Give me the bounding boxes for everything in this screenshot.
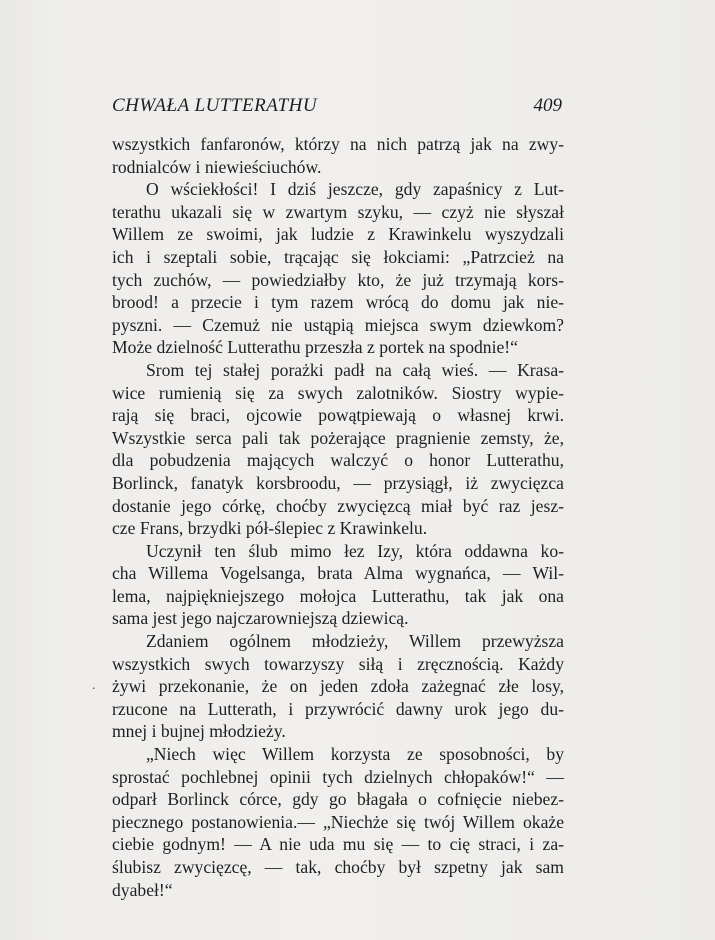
text-line: ciebie godnym! — A nie uda mu się — to cię straci, i za- (112, 834, 564, 855)
page-number: 409 (533, 95, 562, 116)
text-line: „Niech więc Willem korzysta ze sposobności, by (146, 744, 564, 765)
text-line: sama jest jego najczarowniejszą dziewicą. (112, 608, 409, 629)
text-line: dla pobudzenia mających walczyć o honor Lutterathu, (112, 450, 564, 471)
page-header (112, 95, 562, 119)
text-line: dostanie jego córkę, choćby zwycięzcą miał być raz jesz- (112, 495, 564, 516)
text-line: sprostać pochlebnej opinii tych dzielnych chłopaków!“ — (112, 766, 564, 787)
text-line: rają się braci, ojcowie powątpiewają o własnej krwi. (112, 405, 564, 426)
text-line: rodnialców i niewieściuchów. (112, 156, 322, 177)
text-line: ich i szeptali sobie, trącając się łokciami: „Patrzcież na (112, 246, 564, 267)
text-line: żywi przekonanie, że on jeden zdoła zażegnać złe losy, (112, 676, 564, 697)
text-line: lema, najpiękniejszego mołojca Lutterathu, tak jak ona (112, 585, 564, 606)
text-line: dyabeł!“ (112, 879, 173, 900)
text-line: rzucone na Lutterath, i przywrócić dawny urok jego du- (112, 698, 564, 719)
text-line: terathu ukazali się w zwartym szyku, — czyż nie słyszał (112, 201, 564, 222)
text-line: piecznego postanowienia.— „Niechże się twój Willem okaże (112, 811, 564, 832)
margin-mark: . (92, 678, 96, 693)
body-text (112, 133, 564, 901)
text-line: wszystkich fanfaronów, którzy na nich patrzą jak na zwy- (112, 134, 564, 154)
text-line: tych zuchów, — powiedziałby kto, że już trzymają kors- (112, 269, 564, 290)
text-line: odparł Borlinck córce, gdy go błagała o cofnięcie niebez- (112, 789, 564, 810)
text-line: Srom tej stałej porażki padł na całą wieś. — Krasa- (146, 359, 564, 380)
text-line: cha Willema Vogelsanga, brata Alma wygnańca, — Wil- (112, 563, 564, 584)
text-line: pyszni. — Czemuż nie ustąpią miejsca swym dziewkom? (112, 314, 564, 335)
text-line: Willem ze swoimi, jak ludzie z Krawinkelu wyszydzali (112, 224, 564, 245)
text-line: Może dzielność Lutterathu przeszła z portek na spodnie!“ (112, 337, 518, 358)
text-line: Uczynił ten ślub mimo łez Izy, która oddawna ko- (146, 540, 564, 561)
text-line: cze Frans, brzydki pół-ślepiec z Krawinkelu. (112, 518, 428, 539)
text-line: Zdaniem ogólnem młodzieży, Willem przewyższa (146, 631, 564, 652)
text-line: brood! a przecie i tym razem wrócą do domu jak nie- (112, 292, 564, 313)
text-line: mnej i bujnej młodzieży. (112, 721, 286, 742)
text-line: ślubisz zwycięzcę, — tak, choćby był szpetny jak sam (112, 857, 564, 877)
text-line: Wszystkie serca pali tak pożerające pragnienie zemsty, że, (112, 427, 564, 448)
text-line: O wściekłości! I dziś jeszcze, gdy zapaśnicy z Lut- (146, 179, 564, 200)
text-line: wszystkich swych towarzyszy siłą i zręcznością. Każdy (112, 653, 564, 674)
text-line: Borlinck, fanatyk korsbroodu, — przysiągł, iż zwycięzca (112, 472, 564, 493)
running-title: CHWAŁA LUTTERATHU (112, 95, 318, 116)
text-line: wice rumienią się za swych zalotników. Siostry wypie- (112, 382, 564, 403)
